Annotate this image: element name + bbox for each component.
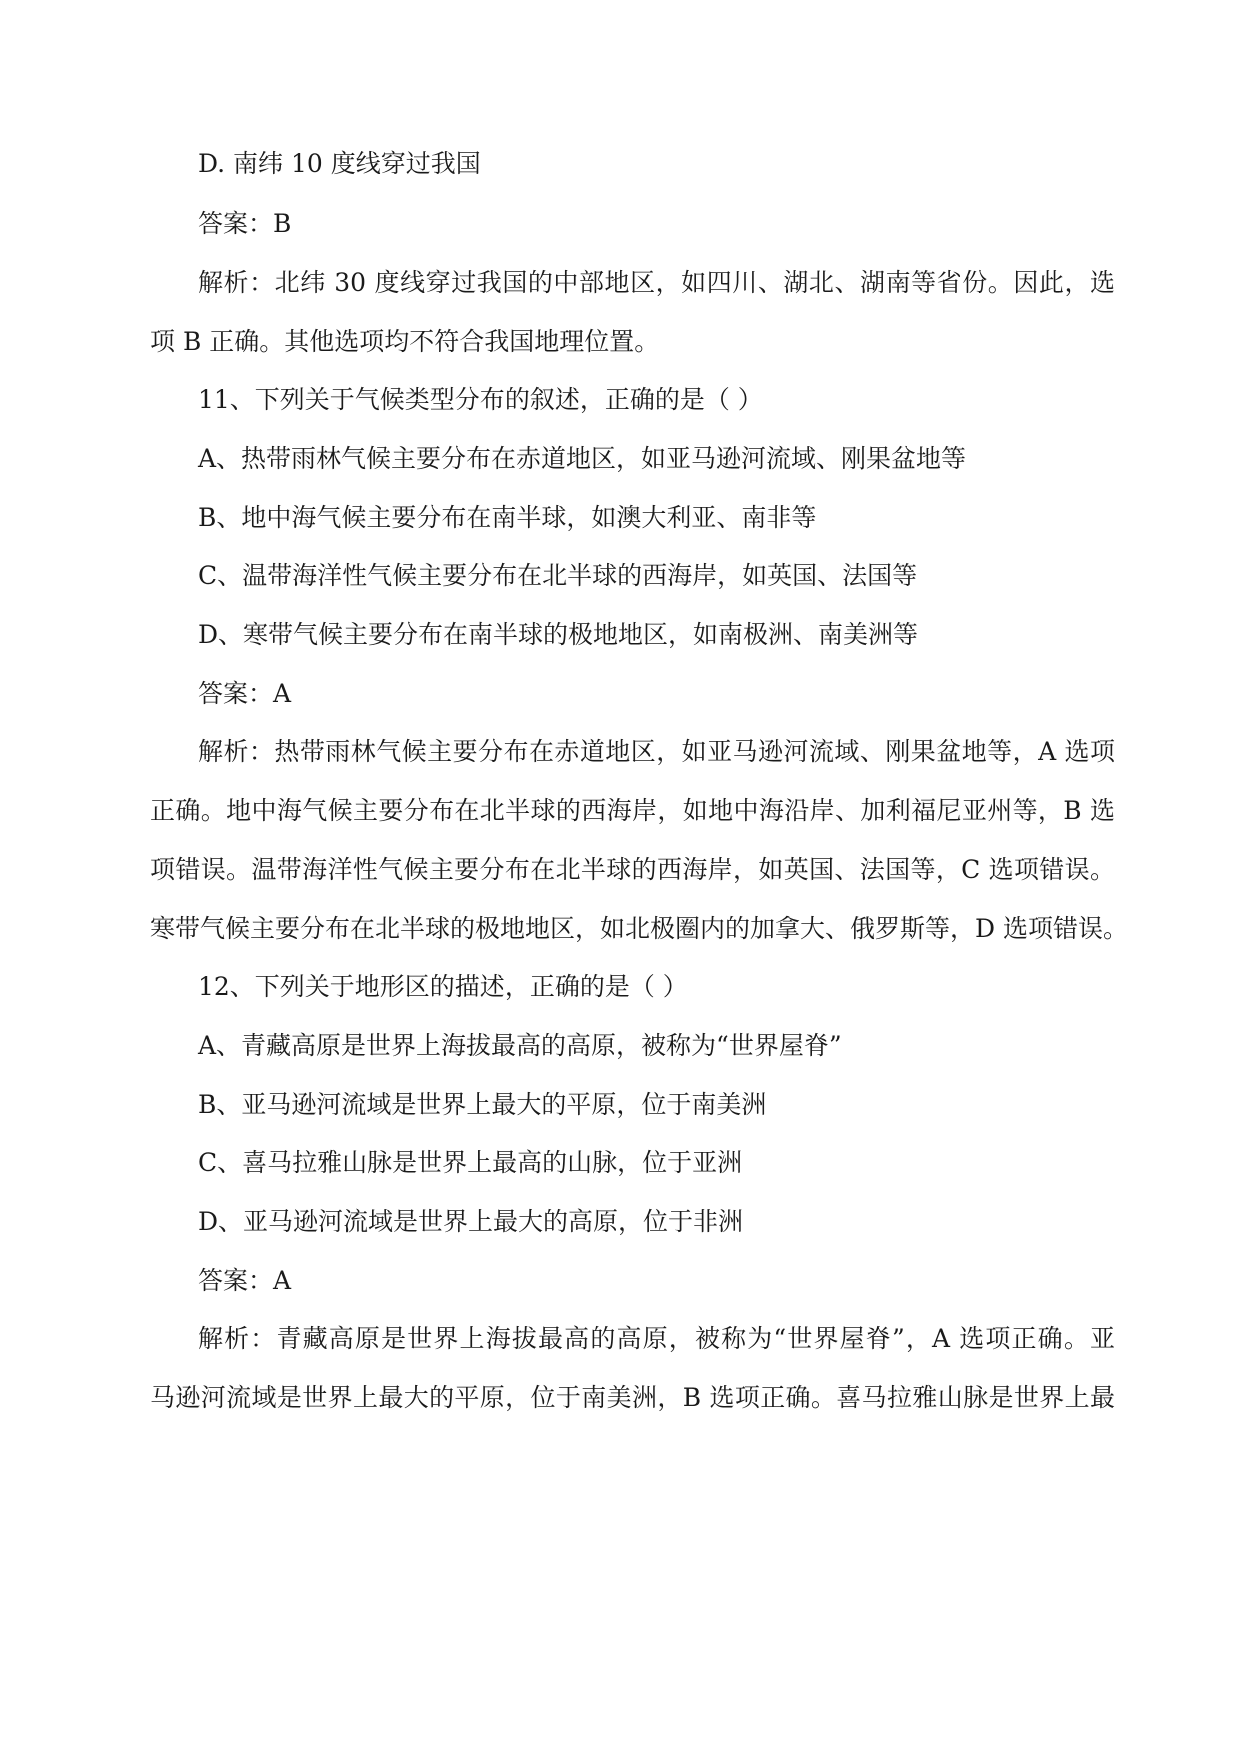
option-a-q12: A、青藏高原是世界上海拔最高的高原，被称为“世界屋脊” (198, 1031, 842, 1060)
option-a-q11: A、热带雨林气候主要分布在赤道地区，如亚马逊河流域、刚果盆地等 (198, 444, 967, 473)
option-b-q11: B、地中海气候主要分布在南半球，如澳大利亚、南非等 (198, 503, 817, 532)
option-d-q10: D. 南纬 10 度线穿过我国 (198, 149, 481, 178)
analysis-q12-line-1: 解析：青藏高原是世界上海拔最高的高原，被称为“世界屋脊”，A 选项正确。亚 (198, 1324, 1115, 1353)
answer-q11: 答案：A (198, 679, 292, 708)
option-c-q12: C、喜马拉雅山脉是世界上最高的山脉，位于亚洲 (198, 1148, 743, 1177)
analysis-q11-line-1: 解析：热带雨林气候主要分布在赤道地区，如亚马逊河流域、刚果盆地等，A 选项 (198, 737, 1115, 766)
answer-q10: 答案：B (198, 209, 292, 238)
analysis-q12-line-2: 马逊河流域是世界上最大的平原，位于南美洲，B 选项正确。喜马拉雅山脉是世界上最 (150, 1383, 1115, 1412)
analysis-q11-line-3: 项错误。温带海洋性气候主要分布在北半球的西海岸，如英国、法国等，C 选项错误。 (150, 855, 1115, 884)
analysis-q10-line-2: 项 B 正确。其他选项均不符合我国地理位置。 (150, 327, 660, 356)
answer-q12: 答案：A (198, 1266, 292, 1295)
analysis-q11-line-4: 寒带气候主要分布在北半球的极地地区，如北极圈内的加拿大、俄罗斯等，D 选项错误。 (150, 914, 1128, 943)
analysis-q10-line-1: 解析：北纬 30 度线穿过我国的中部地区，如四川、湖北、湖南等省份。因此，选 (198, 268, 1115, 297)
analysis-q11-line-2: 正确。地中海气候主要分布在北半球的西海岸，如地中海沿岸、加利福尼亚州等，B 选 (150, 796, 1115, 825)
option-b-q12: B、亚马逊河流域是世界上最大的平原，位于南美洲 (198, 1090, 767, 1119)
question-11: 11、下列关于气候类型分布的叙述，正确的是（ ） (198, 385, 763, 414)
option-c-q11: C、温带海洋性气候主要分布在北半球的西海岸，如英国、法国等 (198, 561, 918, 590)
option-d-q12: D、亚马逊河流域是世界上最大的高原，位于非洲 (198, 1207, 744, 1236)
question-12: 12、下列关于地形区的描述，正确的是（ ） (198, 972, 688, 1001)
option-d-q11: D、寒带气候主要分布在南半球的极地地区，如南极洲、南美洲等 (198, 620, 919, 649)
